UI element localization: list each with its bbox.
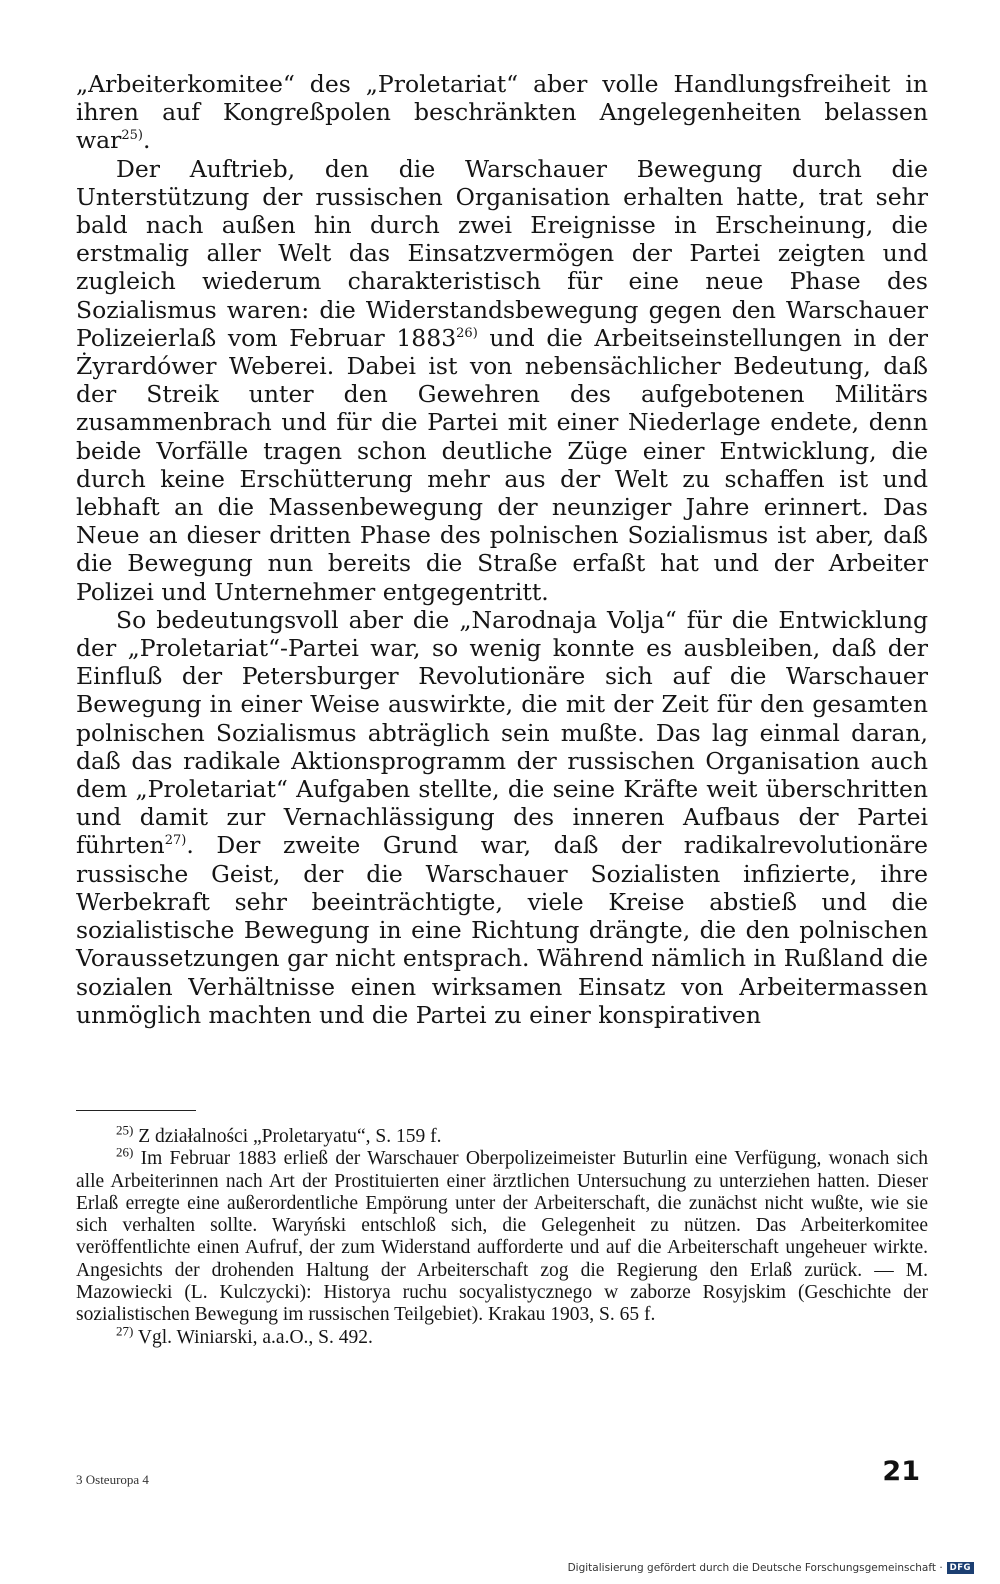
paragraph-1-text-b: . (142, 126, 151, 155)
paragraph-3-text-a: So bedeutungsvoll aber die „Narodnaja Volja“ für die Entwicklung der „Proletariat“-Partei war, so wenig konnte es ausbleiben, daß der Einfluß der Petersburger Revolutionäre sich auf die Warschauer Bewegung in einer Weise auswirkte, die mit der Zeit für den gesamten polnischen Sozialismus abträglich sein mußte. Das lag einmal daran, daß das radikale Aktionsprogramm der russischen Organisation auch dem „Proletariat“ Aufgaben stellte, die seine Kräfte weit überschritten und damit zur Vernachlässigung des inneren Aufbaus der Partei führten (76, 605, 928, 860)
credit-text: Digitalisierung gefördert durch die Deutsche Forschungsgemeinschaft · (567, 1562, 943, 1574)
page-body (76, 70, 928, 1029)
page-number: 21 (882, 1456, 920, 1487)
paragraph-1 (76, 70, 928, 155)
printer-signature: 3 Osteuropa 4 (76, 1472, 149, 1487)
paragraph-2 (76, 155, 928, 606)
paragraph-3-text-b: . Der zweite Grund war, daß der radikalrevolutionäre russische Geist, der die Warschauer Sozialisten infizierte, ihre Werbekraft sehr beeinträchtigte, viele Kreise abstieß und die sozialistische Bewegung in eine Richtung drängte, die den polnischen Voraussetzungen gar nicht entsprach. Während nämlich in Rußland die sozialen Verhältnisse einen wirksamen Einsatz von Arbeitermassen unmöglich machten und die Partei zu einer konspirativen (76, 831, 928, 1029)
footnotes (76, 1122, 928, 1349)
footnote-ref-27: 27) (164, 833, 187, 849)
footnote-ref-25: 25) (121, 128, 143, 144)
footnote-text-25: Z działalności „Proletaryatu“, S. 159 f. (133, 1126, 442, 1147)
dfg-logo-icon: DFG (947, 1562, 974, 1574)
footnote-divider (76, 1110, 196, 1111)
footnote-mark-26: 26) (116, 1144, 134, 1160)
footnote-mark-25: 25) (116, 1122, 134, 1138)
digitization-credit (568, 1562, 974, 1574)
footnote-27 (76, 1323, 928, 1349)
footnote-ref-26: 26) (456, 326, 478, 341)
body-text (76, 70, 928, 1029)
paragraph-3 (76, 606, 928, 1029)
footnote-26 (76, 1144, 928, 1326)
paragraph-1-text-a: „Arbeiterkomitee“ des „Proletariat“ aber volle Handlungsfreiheit in ihren auf Kongreßpolen beschränkten Angelegenheiten belassen war (76, 70, 928, 155)
paragraph-2-text-b: und die Arbeitseinstellungen in der Żyrardówer Weberei. Dabei ist von nebensächlicher Bedeutung, daß der Streik unter den Gewehren des aufgebotenen Militärs zusammenbrach und für die Partei mit einer Niederlage endete, denn beide Vorfälle tragen schon deutliche Züge einer Entwicklung, die durch keine Erschütterung mehr aus der Welt zu schaffen ist und lebhaft an die Massenbewegung der neunziger Jahre erinnert. Das Neue an dieser dritten Phase des polnischen Sozialismus ist aber, daß die Bewegung nun bereits die Straße erfaßt hat und der Arbeiter Polizei und Unternehmer entgegentritt. (76, 323, 928, 606)
footnote-text-26: Im Februar 1883 erließ der Warschauer Oberpolizeimeister Buturlin eine Verfügung, wonach sich alle Arbeiterinnen nach Art der Prostituierten einer ärztlichen Untersuchung zu unterziehen hatten. Dieser Erlaß erregte eine außerordentliche Empörung unter der Arbeiterschaft, die zunächst nicht wußte, wie sie sich verhalten sollte. Waryński entschloß sich, die Gelegenheit zu nützen. Das Arbeiterkomitee veröffentlichte einen Aufruf, der zum Widerstand aufforderte und auf die Arbeiterschaft ungeheuer wirkte. Angesichts der drohenden Haltung der Arbeiterschaft zog die Regierung den Erlaß zurück. — M. Mazowiecki (L. Kulczycki): Historya ruchu socyalistycznego w zaborze Rosyjskim (Geschichte der sozialistischen Bewegung im russischen Teilgebiet). Krakau 1903, S. 65 f. (76, 1148, 928, 1326)
paragraph-2-text-a: Der Auftrieb, den die Warschauer Bewegung durch die Unterstützung der russischen Organisation erhalten hatte, trat sehr bald nach außen hin durch zwei Ereignisse in Erscheinung, die erstmalig aller Welt das Einsatzvermögen der Partei zeigten und zugleich wiederum charakteristisch für eine neue Phase des Sozialismus waren: die Widerstandsbewegung gegen den Warschauer Polizeierlaß vom Februar 1883 (76, 154, 928, 352)
footnote-25 (76, 1122, 928, 1148)
footnote-text-27: Vgl. Winiarski, a.a.O., S. 492. (133, 1326, 373, 1348)
footnote-mark-27: 27) (116, 1323, 134, 1339)
